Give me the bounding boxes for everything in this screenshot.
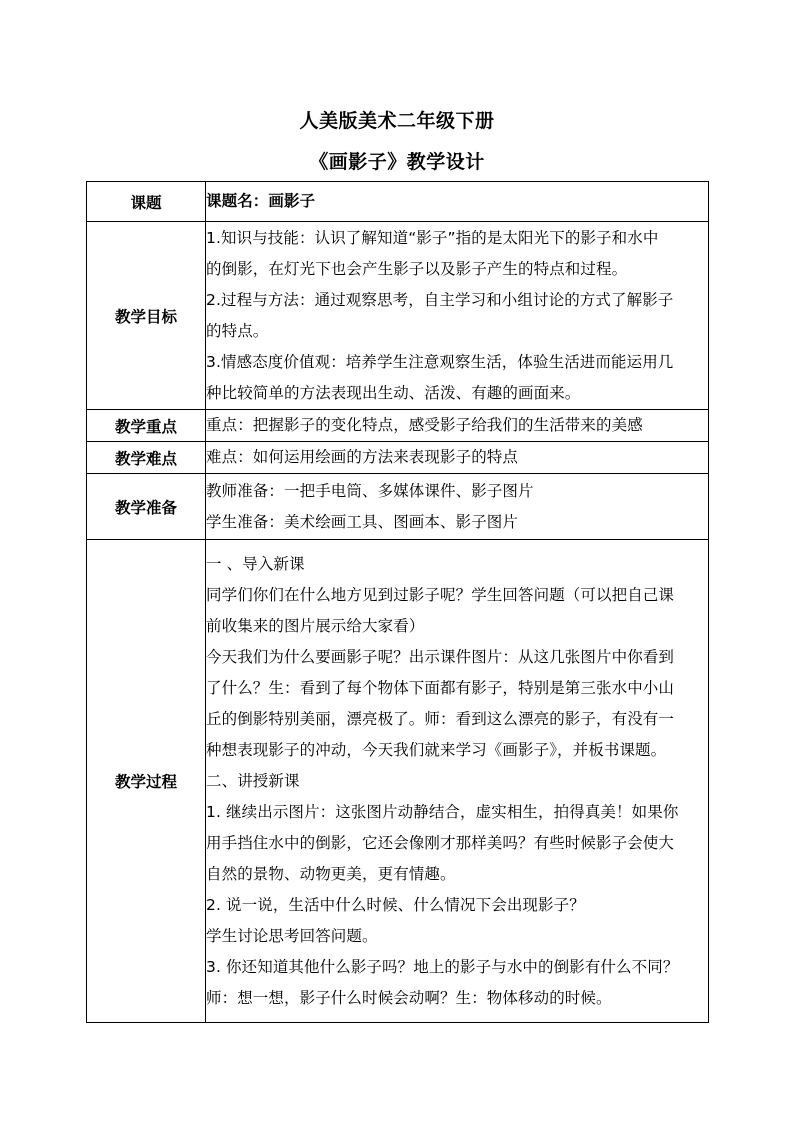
- content-line: 自然的景物、动物更美，更有情趣。: [206, 864, 456, 883]
- content-line: 二、讲授新课: [206, 771, 300, 790]
- table-row: [87, 410, 709, 442]
- content-line: 的特点。: [206, 321, 269, 340]
- table-row: [87, 442, 709, 474]
- row-header-difficulties: 教学难点: [87, 442, 206, 474]
- content-line: 今天我们为什么要画影子呢？出示课件图片：从这几张图片中你看到: [206, 647, 675, 666]
- content-line: 3. 你还知道其他什么影子吗？地上的影子与水中的倒影有什么不同？: [206, 957, 679, 976]
- content-line: 3.情感态度价值观：培养学生注意观察生活，体验生活进而能运用几: [206, 352, 674, 371]
- row-content-difficulties: [206, 442, 709, 474]
- document-title: 人美版美术二年级下册: [299, 110, 495, 132]
- row-content-topic: [206, 182, 709, 222]
- content-line: 难点：如何运用绘画的方法来表现影子的特点: [206, 448, 519, 466]
- lesson-plan-table: [86, 181, 709, 1023]
- content-line: 了什么？生：看到了每个物体下面都有影子，特别是第三张水中小山: [206, 678, 675, 697]
- content-line: 1.知识与技能：认识了解知道“影子”指的是太阳光下的影子和水中: [206, 228, 659, 247]
- row-header-key-points: 教学重点: [87, 410, 206, 442]
- content-line: 教师准备：一把手电筒、多媒体课件、影子图片: [206, 481, 534, 500]
- content-line: 2. 说一说，生活中什么时候、什么情况下会出现影子？: [206, 895, 585, 914]
- content-line: 学生准备：美术绘画工具、图画本、影子图片: [206, 512, 519, 531]
- content-line: 1. 继续出示图片：这张图片动静结合，虚实相生，拍得真美！如果你: [206, 802, 679, 821]
- row-header-preparation: 教学准备: [87, 474, 206, 540]
- content-line: 种比较简单的方法表现出生动、活泼、有趣的画面来。: [206, 383, 581, 402]
- content-line: 一 、导入新课: [206, 554, 305, 573]
- table-row: [87, 222, 709, 410]
- content-line: 丘的倒影特别美丽，漂亮极了。师：看到这么漂亮的影子，有没有一: [206, 709, 675, 728]
- row-content-process: [206, 540, 709, 1023]
- content-line: 学生讨论思考回答问题。: [206, 926, 378, 945]
- document-subtitle: 《画影子》教学设计: [309, 151, 485, 173]
- row-header-objectives: 教学目标: [87, 222, 206, 410]
- content-line: 2.过程与方法：通过观察思考，自主学习和小组讨论的方式了解影子: [206, 290, 674, 309]
- content-line: 前收集来的图片展示给大家看）: [206, 616, 425, 635]
- content-line: 用手挡住水中的倒影，它还会像刚才那样美吗？有些时候影子会使大: [206, 833, 675, 852]
- table-row: [87, 474, 709, 540]
- content-line: 的倒影，在灯光下也会产生影子以及影子产生的特点和过程。: [206, 259, 628, 278]
- row-content-preparation: [206, 474, 709, 540]
- content-line: 同学们你们在什么地方见到过影子呢？学生回答问题（可以把自己课: [206, 585, 675, 604]
- row-content-key-points: [206, 410, 709, 442]
- content-line: 种想表现影子的冲动，今天我们就来学习《画影子》，并板书课题。: [206, 740, 667, 759]
- table-row: [87, 182, 709, 222]
- table-row: [87, 540, 709, 1023]
- content-line: 重点：把握影子的变化特点，感受影子给我们的生活带来的美感: [206, 416, 643, 434]
- row-content-objectives: [206, 222, 709, 410]
- content-line: 师：想一想，影子什么时候会动啊？生：物体移动的时候。: [206, 988, 612, 1007]
- row-header-topic: 课题: [87, 182, 206, 222]
- row-header-process: 教学过程: [87, 540, 206, 1023]
- content-line: 课题名：画影子: [206, 192, 316, 210]
